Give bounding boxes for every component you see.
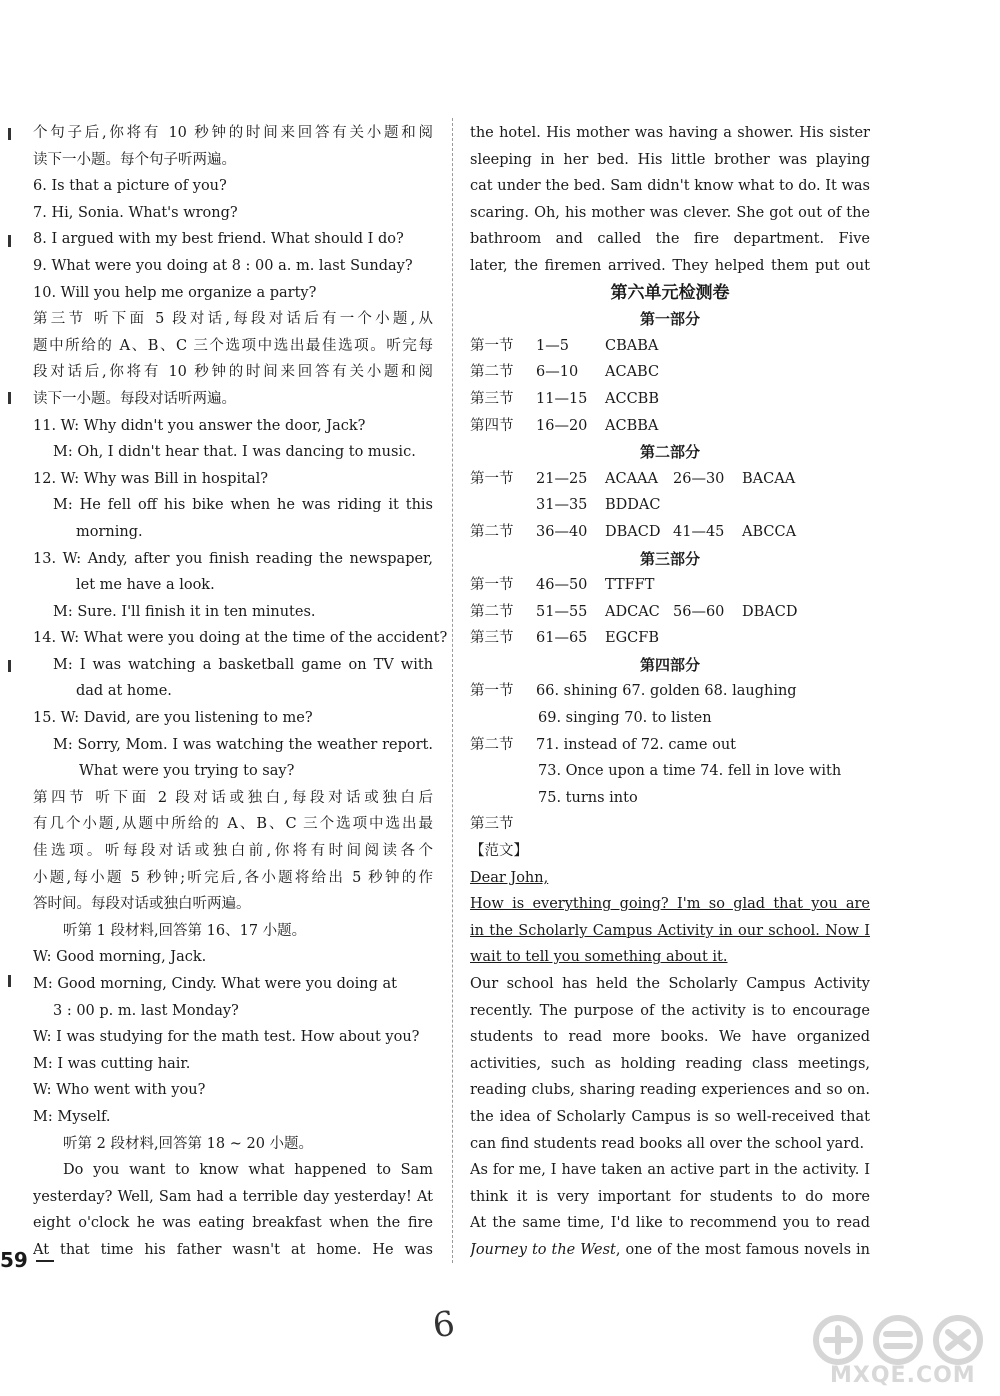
answer-row: 第一节 21—25 ACAAA 26—30 BACAA [470,470,796,487]
question-line: 6. Is that a picture of you? [33,178,227,195]
dialogue-line: M: Oh, I didn't hear that. I was dancing to music. [53,444,416,461]
essay-line: can find students read books all over the school yard. [470,1135,865,1152]
part-heading: 第一部分 [639,310,700,329]
section-instruction: 读下一小题。每段对话听两遍。 [33,390,236,407]
left-column [33,120,448,1264]
margin-tick [8,392,11,404]
passage-line: eight o'clock he was eating breakfast when the fire [33,1215,433,1232]
dialogue-line: let me have a look. [76,577,215,594]
column-divider [452,118,453,1263]
essay-intro-line: in the Scholarly Campus Activity in our school. Now I [470,922,870,939]
dialogue-line: 12. W: Why was Bill in hospital? [33,470,269,487]
essay-line: Our school has held the Scholarly Campus Activity [470,976,870,992]
dialogue-line: W: I was studying for the math test. How about you? [33,1029,420,1046]
passage-line: sleeping in her bed. His little brother was playing [470,151,870,168]
section-instruction: 题中所给的 A、B、C 三个选项中选出最佳选项。听完每 [33,337,433,354]
watermark-text: MXQE.COM [830,1363,976,1388]
essay-line: recently. The purpose of the activity is to encourage [470,1002,870,1019]
question-line: 8. I argued with my best friend. What should I do? [33,231,404,248]
dialogue-line: M: Sorry, Mom. I was watching the weather report. [53,736,433,753]
dialogue-line: 14. W: What were you doing at the time of the accident? [33,630,448,647]
answer-row: 第四节 16—20 ACBBA [470,417,659,434]
question-line: 7. Hi, Sonia. What's wrong? [33,204,238,221]
essay-line: think it is very important for students to do more [470,1188,870,1205]
question-line: 9. What were you doing at 8 : 00 a. m. last Sunday? [33,257,413,274]
essay-line: students to read more books. We have organized [470,1029,870,1046]
essay-line: reading clubs, sharing reading experiences and so on. [470,1082,870,1099]
page-number-dash [36,1260,54,1262]
section-label: 第三节 [470,816,514,833]
material-heading: 听第 2 段材料,回答第 18 ~ 20 小题。 [63,1135,314,1152]
text-line: 个句子后,你将有 10 秒钟的时间来回答有关小题和阅 [33,125,433,141]
section-instruction: 佳选项。听每段对话或独白前,你将有时间阅读各个 [33,843,433,860]
essay-line: At the same time, I'd like to recommend you to read [470,1215,870,1232]
part-heading: 第三部分 [639,549,700,568]
section-instruction: 第三节 听下面 5 段对话,每段对话后有一个小题,从 [33,311,433,328]
essay-greeting: Dear John, [470,869,549,886]
section-instruction: 段对话后,你将有 10 秒钟的时间来回答有关小题和阅 [33,364,433,381]
dialogue-line: What were you trying to say? [79,763,295,780]
page-number: 59 [0,1248,28,1272]
essay-intro-line: wait to tell you something about it. [470,949,728,966]
part-heading: 第四部分 [639,655,700,674]
answer-row: 第二节 6—10 ACABC [470,364,660,381]
answer-row: 第一节 46—50 TTFFT [470,577,655,594]
passage-line: At that time his father wasn't at home. He was [33,1241,433,1258]
answer-row: 69. singing 70. to listen [538,710,712,727]
passage-line: later, the firemen arrived. They helped them put out [470,257,870,274]
right-column [470,120,870,1264]
dialogue-line: 15. W: David, are you listening to me? [33,710,313,727]
answer-row: 第一节 1—5 CBABA [470,337,659,354]
question-line: 10. Will you help me organize a party? [33,284,317,301]
passage-line: the hotel. His mother was having a shower. His sister [470,125,870,141]
test-title: 第六单元检测卷 [610,282,730,303]
essay-line: As for me, I have taken an active part in the activity. I [470,1162,870,1179]
margin-tick [8,975,11,987]
dialogue-line: 11. W: Why didn't you answer the door, Jack? [33,417,366,434]
margin-tick [8,128,11,140]
essay-label: 【范文】 [470,843,528,860]
passage-line: Do you want to know what happened to Sam [63,1162,433,1179]
essay-line: the idea of Scholarly Campus is so well-received that [470,1108,870,1125]
dialogue-line: W: Who went with you? [33,1082,206,1099]
dialogue-line: M: I was watching a basketball game on TV with [53,656,433,673]
section-instruction: 小题,每小题 5 秒钟;听完后,各小题将给出 5 秒钟的作 [33,869,433,886]
dialogue-line: 3 : 00 p. m. last Monday? [53,1002,239,1019]
section-instruction: 答时间。每段对话或独白听两遍。 [33,896,251,913]
section-instruction: 第四节 听下面 2 段对话或独白,每段对话或独白后 [33,789,433,806]
book-title: Journey to the West [470,1241,616,1258]
answer-row: 75. turns into [538,789,638,806]
passage-line: yesterday? Well, Sam had a terrible day yesterday! At [33,1188,433,1205]
dialogue-line: M: He fell off his bike when he was riding it this [53,497,433,514]
part-heading: 第二部分 [639,443,700,462]
dialogue-line: M: Good morning, Cindy. What were you doing at [33,976,397,992]
material-heading: 听第 1 段材料,回答第 16、17 小题。 [63,922,307,939]
passage-line: cat under the bed. Sam didn't know what to do. It was [470,178,870,195]
dialogue-line: 13. W: Andy, after you finish reading the newspaper, [33,550,433,567]
essay-line: activities, such as holding reading class meetings, [470,1055,870,1072]
section-instruction: 有几个小题,从题中所给的 A、B、C 三个选项中选出最 [33,816,433,833]
answer-row: 第三节 11—15 ACCBB [470,390,659,407]
answer-row: 第二节 51—55 ADCAC 56—60 DBACD [470,603,798,620]
answer-row: 第三节 61—65 EGCFB [470,630,659,647]
passage-line: scaring. Oh, his mother was clever. She got out of the [470,204,870,221]
answer-row: 第二节 36—40 DBACD 41—45 ABCCA [470,523,797,540]
dialogue-line: M: Sure. I'll finish it in ten minutes. [53,603,316,620]
answer-row: 第一节 66. shining 67. golden 68. laughing [470,683,797,700]
dialogue-line: M: I was cutting hair. [33,1055,191,1072]
dialogue-line: M: Myself. [33,1108,111,1125]
text-line: 读下一小题。每个句子听两遍。 [33,151,236,168]
margin-tick [8,660,11,672]
essay-line: Journey to the West, one of the most famous novels in [470,1241,870,1258]
dialogue-line: W: Good morning, Jack. [33,949,207,966]
answer-row: 31—35 BDDAC [536,497,661,514]
dialogue-line: dad at home. [76,683,172,700]
passage-line: bathroom and called the fire department. Five [470,231,870,248]
answer-row: 第二节 71. instead of 72. came out [470,736,737,753]
essay-intro-line: How is everything going? I'm so glad that you are [470,896,870,913]
dialogue-line: morning. [76,523,143,540]
handwritten-mark: 6 [430,1303,458,1347]
answer-row: 73. Once upon a time 74. fell in love with [538,763,842,780]
margin-tick [8,235,11,247]
